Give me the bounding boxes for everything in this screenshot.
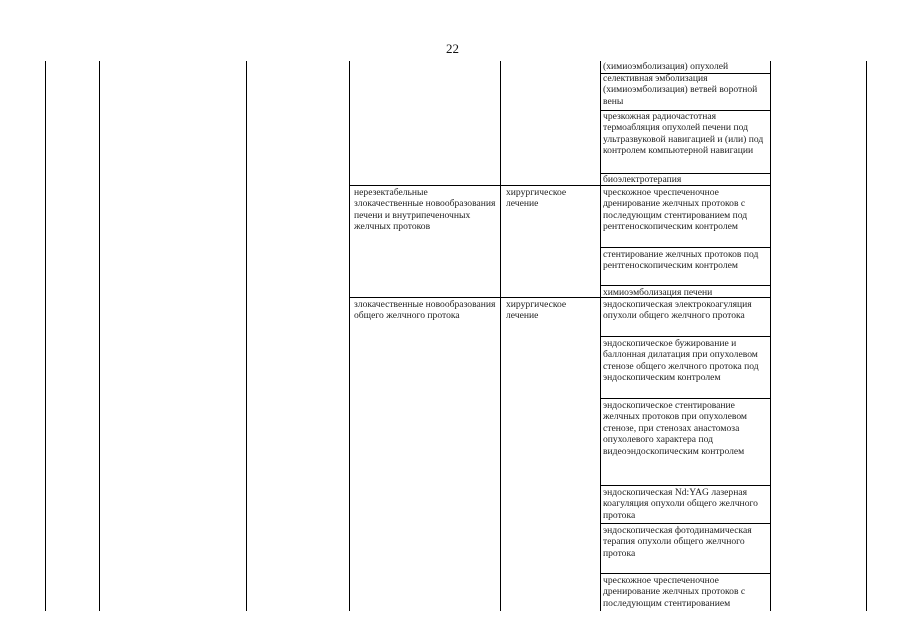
- procedure-cell: эндоскопическая фотодинамическая терапия опухоли общего желчного протока: [603, 525, 752, 559]
- procedure-divider: [600, 485, 770, 486]
- procedure-cell: чрескожное чреспеченочное дренирование желчных протоков с последующим стентированием под рентгеноскопическим контролем: [603, 187, 748, 233]
- procedure-cell: селективная эмболизация (химиоэмболизация) ветвей воротной вены: [603, 73, 758, 107]
- column-divider-1: [99, 61, 100, 611]
- procedure-cell: эндоскопическая электрокоагуляция опухоли общего желчного протока: [603, 299, 752, 322]
- procedure-divider: [600, 398, 770, 399]
- procedure-cell: (химиоэмболизация) опухолей: [603, 61, 729, 72]
- column-divider-3: [349, 61, 350, 611]
- procedure-cell: биоэлектротерапия: [603, 174, 682, 185]
- procedure-cell: эндоскопическое стентирование желчных протоков при опухолевом стенозе, при стенозах анастомоза опухолевого характера под видеоэндоскопическим контролем: [603, 400, 747, 457]
- procedure-divider: [600, 523, 770, 524]
- column-divider-4: [500, 61, 501, 611]
- diagnosis-cell: злокачественные новообразования общего желчного протока: [354, 299, 496, 322]
- procedure-cell: чрескожное чреспеченочное дренирование желчных протоков с последующим стентированием: [603, 575, 746, 609]
- procedure-divider: [600, 285, 770, 286]
- treatment-cell: хирургическое лечение: [506, 299, 567, 322]
- procedure-cell: эндоскопическая Nd:YAG лазерная коагуляция опухоли общего желчного протока: [603, 487, 758, 521]
- column-divider-6: [770, 61, 771, 611]
- procedure-divider: [600, 336, 770, 337]
- procedure-divider: [600, 573, 770, 574]
- column-divider-2: [246, 61, 247, 611]
- procedure-cell: стентирование желчных протоков под рентгеноскопическим контролем: [603, 249, 759, 272]
- procedure-cell: эндоскопическое бужирование и баллонная дилатация при опухолевом стенозе общего желчного протока под эндоскопическим контролем: [603, 338, 759, 384]
- treatment-cell: хирургическое лечение: [506, 187, 567, 210]
- procedure-cell: химиоэмболизация печени: [603, 287, 713, 298]
- table-border-right: [866, 61, 867, 611]
- procedure-cell: чрезкожная радиочастотная термоабляция опухолей печени под ультразвуковой навигацией и (или) под контролем компьютерной навигации: [603, 111, 764, 157]
- procedure-divider: [600, 247, 770, 248]
- diagnosis-cell: нерезектабельные злокачественные новообразования печени и внутрипеченочных желчных протоков: [354, 187, 496, 233]
- table-border-left: [45, 61, 46, 611]
- page-number: 22: [446, 41, 459, 56]
